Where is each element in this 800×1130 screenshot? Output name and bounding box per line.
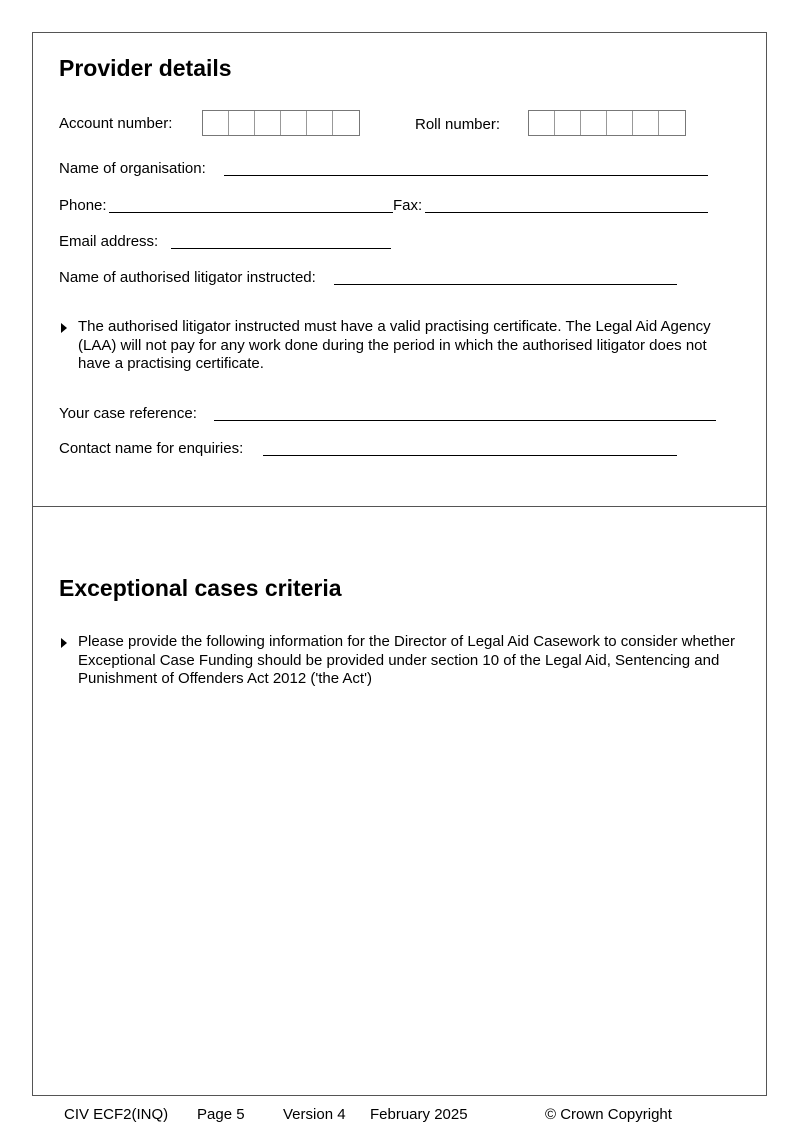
footer-date: February 2025 — [370, 1106, 468, 1123]
fax-label: Fax: — [393, 197, 423, 214]
account-number-digit[interactable] — [333, 111, 359, 135]
account-number-boxes[interactable] — [202, 110, 360, 136]
account-number-label: Account number: — [59, 115, 173, 132]
contact-name-label: Contact name for enquiries: — [59, 440, 244, 457]
footer-copyright: © Crown Copyright — [545, 1106, 672, 1123]
case-reference-label: Your case reference: — [59, 405, 197, 422]
roll-number-digit[interactable] — [633, 111, 659, 135]
roll-number-label: Roll number: — [415, 116, 501, 133]
authorised-litigator-field[interactable] — [334, 284, 677, 285]
roll-number-digit[interactable] — [659, 111, 685, 135]
account-number-digit[interactable] — [281, 111, 307, 135]
organisation-name-label: Name of organisation: — [59, 160, 206, 177]
account-number-digit[interactable] — [307, 111, 333, 135]
authorised-litigator-label: Name of authorised litigator instructed: — [59, 269, 316, 286]
account-number-digit[interactable] — [203, 111, 229, 135]
account-number-digit[interactable] — [255, 111, 281, 135]
footer-page-number: Page 5 — [197, 1106, 245, 1123]
footer-version: Version 4 — [283, 1106, 346, 1123]
phone-field[interactable] — [109, 212, 393, 213]
account-number-digit[interactable] — [229, 111, 255, 135]
case-reference-field[interactable] — [214, 420, 716, 421]
roll-number-digit[interactable] — [555, 111, 581, 135]
contact-name-field[interactable] — [263, 455, 677, 456]
form-frame — [32, 32, 767, 1096]
footer-form-code: CIV ECF2(INQ) — [64, 1106, 169, 1123]
bullet-arrow-icon — [61, 638, 67, 648]
roll-number-digit[interactable] — [529, 111, 555, 135]
provider-details-heading: Provider details — [59, 55, 232, 81]
roll-number-boxes[interactable] — [528, 110, 686, 136]
email-address-field[interactable] — [171, 248, 391, 249]
exceptional-cases-heading: Exceptional cases criteria — [59, 575, 342, 601]
bullet-arrow-icon — [61, 323, 67, 333]
exceptional-cases-note: Please provide the following information for the Director of Legal Aid Casework to consider whether Exceptional Case Funding should be provided under section 10 of the Legal Aid, Sentencing and Punishment of Offenders Act 2012 ('the Act') — [59, 633, 739, 689]
email-address-label: Email address: — [59, 233, 159, 250]
roll-number-digit[interactable] — [607, 111, 633, 135]
roll-number-digit[interactable] — [581, 111, 607, 135]
organisation-name-field[interactable] — [224, 175, 708, 176]
section-divider — [33, 506, 766, 507]
phone-label: Phone: — [59, 197, 107, 214]
litigator-certificate-note: The authorised litigator instructed must have a valid practising certificate. The Legal Aid Agency (LAA) will not pay for any work done during the period in which the authorised litigator does not have a practising certificate. — [59, 318, 739, 374]
fax-field[interactable] — [425, 212, 708, 213]
